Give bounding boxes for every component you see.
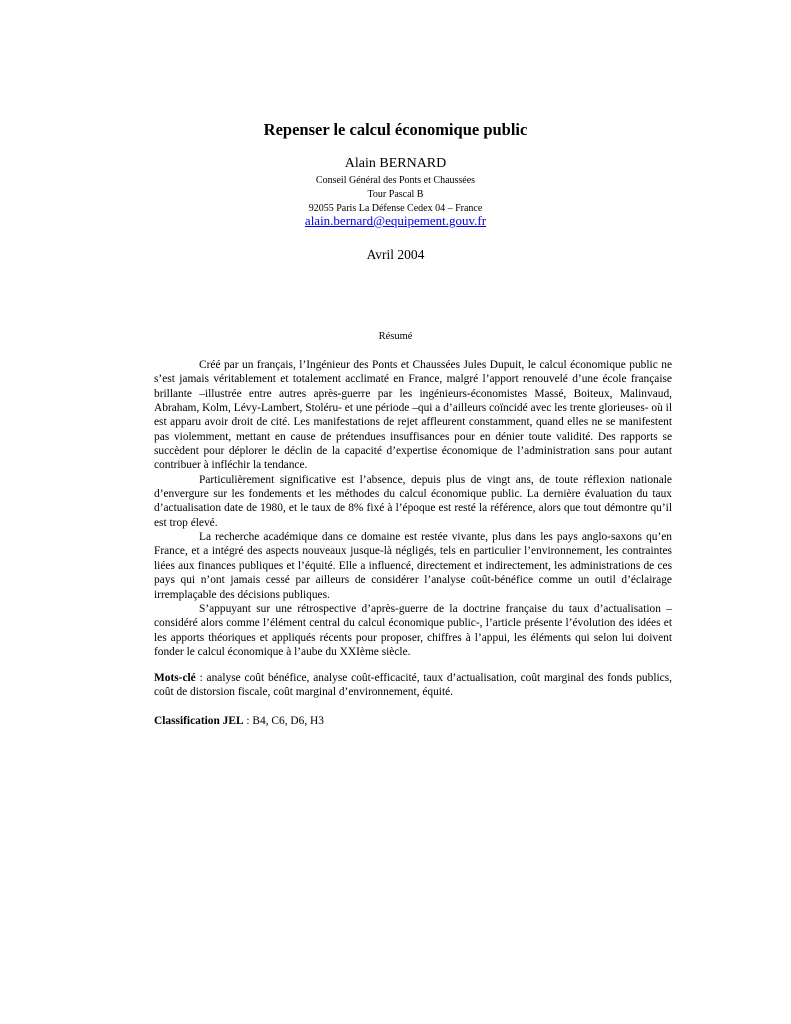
- abstract-paragraph-2: Particulièrement significative est l’absence, depuis plus de vingt ans, de toute réflexion nationale d’envergure sur les fondements et les méthodes du calcul économique public. La dernière évaluation du taux d’actualisation date de 1980, et le taux de 8% fixé à l’époque est resté la référence, alors que tout démontre qu’il est trop élevé.: [154, 473, 672, 529]
- keywords-label: Mots-clé: [154, 672, 196, 684]
- keywords-text: : analyse coût bénéfice, analyse coût-efficacité, taux d’actualisation, coût marginal des fonds publics, coût de distorsion fiscale, coût marginal d’environnement, équité.: [154, 672, 672, 699]
- abstract-paragraph-3: La recherche académique dans ce domaine est restée vivante, plus dans les pays anglo-saxons qu’en France, et a intégré des aspects nouveaux jusque-là négligés, tels en particulier l’environnement, les contraintes liées aux finances publiques et l’équité. Elle a influencé, directement et indirectement, les administrations de ces pays qui n’ont jamais cessé par ailleurs de considérer l’analyse coût-bénéfice comme un outil d’éclairage irremplaçable des décisions publiques.: [154, 531, 672, 601]
- author-affiliation-line-2: Tour Pascal B: [367, 189, 424, 200]
- abstract-paragraph-1: Créé par un français, l’Ingénieur des Ponts et Chaussées Jules Dupuit, le calcul économique public ne s’est jamais véritablement et totalement acclimaté en France, malgré l’apport renouvelé d’une école française brillante –illustrée entre autres après-guerre par les ingénieurs-économistes Massé, Boiteux, Malinvaud, Abraham, Kolm, Lévy-Lambert, Stoléru- et une période –qui a d’ailleurs coïncidé avec les trente glorieuses- où il est apparu avoir droit de cité. Les manifestations de rejet affleurent constamment, quand elles ne se manifestent pas violemment, mettant en cause de prétendues insuffisances pour en dénier toute validité. Des rapports se succèdent pour déplorer le déclin de la capacité d’expertise économique de l’administration sans pour autant contribuer à infléchir la tendance.: [154, 359, 672, 472]
- author-affiliation-line-1: Conseil Général des Ponts et Chaussées: [315, 175, 476, 186]
- author-name: Alain BERNARD: [344, 156, 447, 171]
- abstract-body: [154, 358, 672, 659]
- jel-classification: [154, 714, 672, 728]
- abstract-paragraph-4: S’appuyant sur une rétrospective d’après-guerre de la doctrine française du taux d’actualisation –considéré alors comme l’élément central du calcul économique public-, l’article présente l’évolution des idées et les apports théoriques et appliqués récents pour proposer, chiffres à l’appui, les éléments qui selon lui doivent fonder le calcul économique à l’aube du XXIème siècle.: [154, 602, 672, 658]
- author-affiliation-line-3: 92055 Paris La Défense Cedex 04 – France: [308, 203, 483, 214]
- abstract-heading: Résumé: [378, 331, 413, 342]
- paper-title: Repenser le calcul économique public: [263, 120, 528, 139]
- publication-date: Avril 2004: [366, 247, 425, 262]
- jel-label: Classification JEL: [154, 715, 244, 727]
- jel-codes: : B4, C6, D6, H3: [243, 715, 324, 727]
- keywords: [154, 671, 672, 700]
- author-email-link[interactable]: alain.bernard@equipement.gouv.fr: [304, 213, 487, 228]
